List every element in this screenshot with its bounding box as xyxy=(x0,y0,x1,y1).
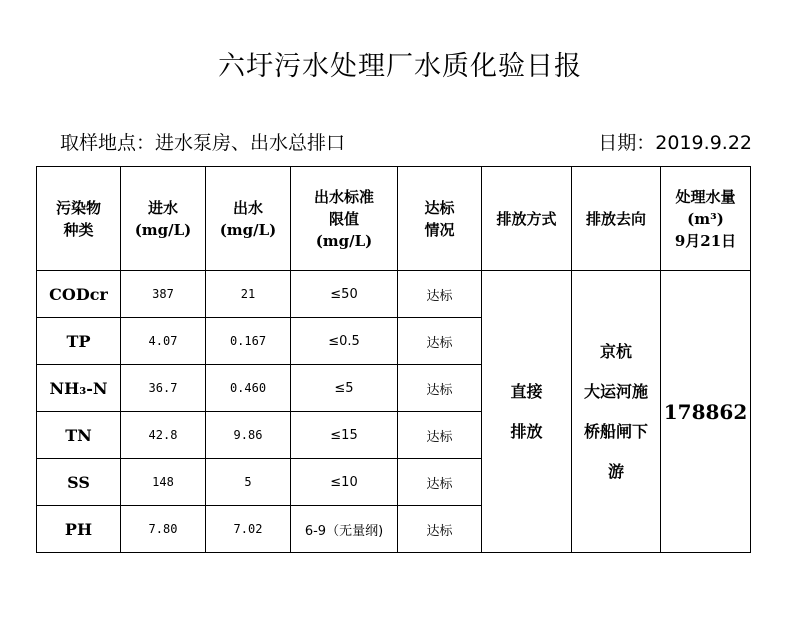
limit-value: ≤5 xyxy=(291,365,398,412)
header-discharge-destination: 排放去向 xyxy=(572,167,661,271)
pollutant-name: CODcr xyxy=(37,271,121,318)
limit-value: ≤10 xyxy=(291,459,398,506)
limit-value: ≤0.5 xyxy=(291,318,398,365)
limit-value: 6-9（无量纲) xyxy=(291,506,398,553)
compliance-status: 达标 xyxy=(398,412,482,459)
water-quality-table xyxy=(36,166,751,553)
inflow-value: 42.8 xyxy=(121,412,206,459)
inflow-value: 387 xyxy=(121,271,206,318)
limit-value: ≤15 xyxy=(291,412,398,459)
sampling-location: 取样地点：进水泵房、出水总排口 xyxy=(60,132,346,154)
outflow-value: 21 xyxy=(206,271,291,318)
compliance-status: 达标 xyxy=(398,365,482,412)
report-title: 六圩污水处理厂水质化验日报 xyxy=(218,51,582,82)
pollutant-name: TN xyxy=(37,412,121,459)
outflow-value: 0.460 xyxy=(206,365,291,412)
header-pollutant: 污染物 种类 xyxy=(37,167,121,271)
inflow-value: 36.7 xyxy=(121,365,206,412)
limit-value: ≤50 xyxy=(291,271,398,318)
header-limit: 出水标准 限值 (mg/L) xyxy=(291,167,398,271)
table-row xyxy=(37,271,751,318)
header-row xyxy=(37,167,751,271)
compliance-status: 达标 xyxy=(398,318,482,365)
compliance-status: 达标 xyxy=(398,459,482,506)
outflow-value: 0.167 xyxy=(206,318,291,365)
header-treated-volume: 处理水量 (m³) 9月21日 xyxy=(661,167,751,271)
pollutant-name: NH₃-N xyxy=(37,365,121,412)
treated-volume-value: 178862 xyxy=(661,271,751,553)
outflow-value: 9.86 xyxy=(206,412,291,459)
outflow-value: 5 xyxy=(206,459,291,506)
outflow-value: 7.02 xyxy=(206,506,291,553)
header-discharge-method: 排放方式 xyxy=(482,167,572,271)
header-inflow: 进水 (mg/L) xyxy=(121,167,206,271)
pollutant-name: TP xyxy=(37,318,121,365)
compliance-status: 达标 xyxy=(398,506,482,553)
discharge-method-cell: 直接 排放 xyxy=(482,271,572,553)
inflow-value: 4.07 xyxy=(121,318,206,365)
header-compliance: 达标 情况 xyxy=(398,167,482,271)
compliance-status: 达标 xyxy=(398,271,482,318)
report-date: 日期：2019.9.22 xyxy=(598,132,752,154)
pollutant-name: SS xyxy=(37,459,121,506)
inflow-value: 7.80 xyxy=(121,506,206,553)
header-outflow: 出水 (mg/L) xyxy=(206,167,291,271)
discharge-destination-cell: 京杭 大运河施 桥船闸下 游 xyxy=(572,271,661,553)
pollutant-name: PH xyxy=(37,506,121,553)
inflow-value: 148 xyxy=(121,459,206,506)
